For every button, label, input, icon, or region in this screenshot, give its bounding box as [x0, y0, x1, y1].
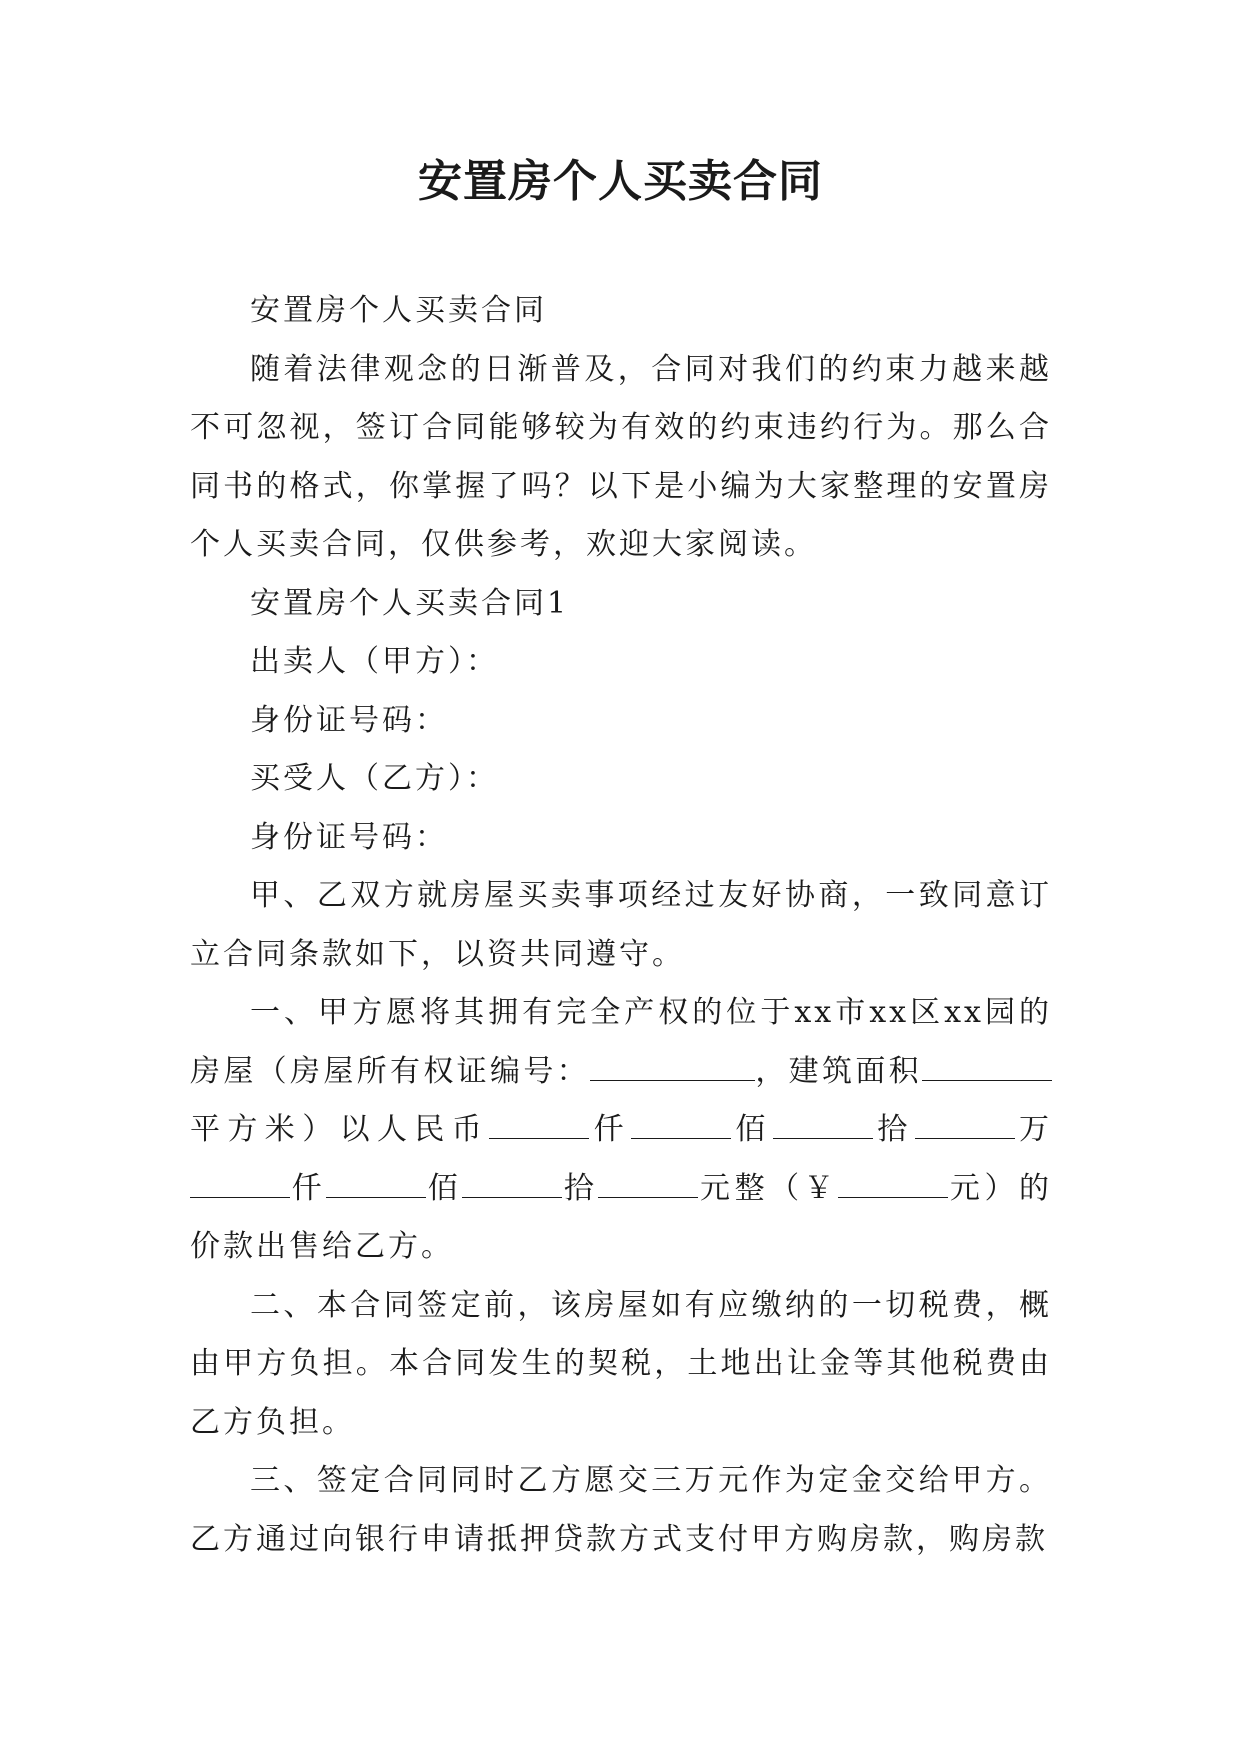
- document-title: 安置房个人买卖合同: [418, 156, 823, 207]
- amount-blank: [462, 1169, 562, 1198]
- clause-1-text: 仟: [589, 1112, 632, 1147]
- clause-1-text: ，建筑面积: [755, 1053, 922, 1089]
- clause-1-text: 拾: [872, 1112, 915, 1147]
- amount-blank: [190, 1169, 290, 1198]
- buyer-id-line: 身份证号码：: [250, 819, 448, 855]
- clause-1-text: 元）的价款出售给乙方。: [190, 1170, 1053, 1264]
- clause-1-text: 平方米）以人民币: [190, 1112, 490, 1147]
- seller-line: 出卖人（甲方）：: [250, 644, 499, 679]
- price-blank: [838, 1169, 948, 1198]
- clause-1-text: 佰: [426, 1170, 463, 1206]
- seller-id-line: 身份证号码：: [250, 702, 448, 738]
- amount-blank: [489, 1110, 589, 1139]
- document-body: [190, 282, 1052, 1569]
- amount-blank: [598, 1169, 698, 1198]
- clause-1-text: 仟: [290, 1170, 327, 1206]
- amount-blank: [631, 1110, 731, 1139]
- clause-1-text: 佰: [731, 1112, 773, 1147]
- clause-1-text: 拾: [562, 1170, 599, 1206]
- clause-1-text: 一、甲方愿将其拥有完全产权的位于xx市xx区xx园的房屋（房屋所有权证编号：: [190, 995, 1052, 1089]
- clause-1-text: 万: [1014, 1112, 1053, 1147]
- area-blank: [922, 1052, 1052, 1081]
- certificate-number-blank: [590, 1052, 755, 1081]
- clause-1: [190, 984, 1052, 1277]
- clause-1-text: 元整（￥: [698, 1170, 839, 1206]
- amount-blank: [326, 1169, 426, 1198]
- intro-paragraph: 随着法律观念的日渐普及，合同对我们的约束力越来越不可忽视，签订合同能够较为有效的约束违约行为。那么合同书的格式，你掌握了吗？以下是小编为大家整理的安置房个人买卖合同，仅供参考，欢迎大家阅读。: [190, 351, 1052, 562]
- contract-subtitle: 安置房个人买卖合同1: [250, 585, 570, 621]
- clause-3: 三、签定合同同时乙方愿交三万元作为定金交给甲方。乙方通过向银行申请抵押贷款方式支付甲方购房款，购房款: [190, 1463, 1052, 1557]
- intro-heading: 安置房个人买卖合同: [250, 293, 547, 328]
- amount-blank: [773, 1110, 873, 1139]
- buyer-line: 买受人（乙方）：: [250, 761, 499, 796]
- clause-2: 二、本合同签定前，该房屋如有应缴纳的一切税费，概由甲方负担。本合同发生的契税，土地出让金等其他税费由乙方负担。: [190, 1287, 1052, 1440]
- agreement-preamble: 甲、乙双方就房屋买卖事项经过友好协商，一致同意订立合同条款如下，以资共同遵守。: [190, 878, 1052, 972]
- amount-blank: [915, 1110, 1015, 1139]
